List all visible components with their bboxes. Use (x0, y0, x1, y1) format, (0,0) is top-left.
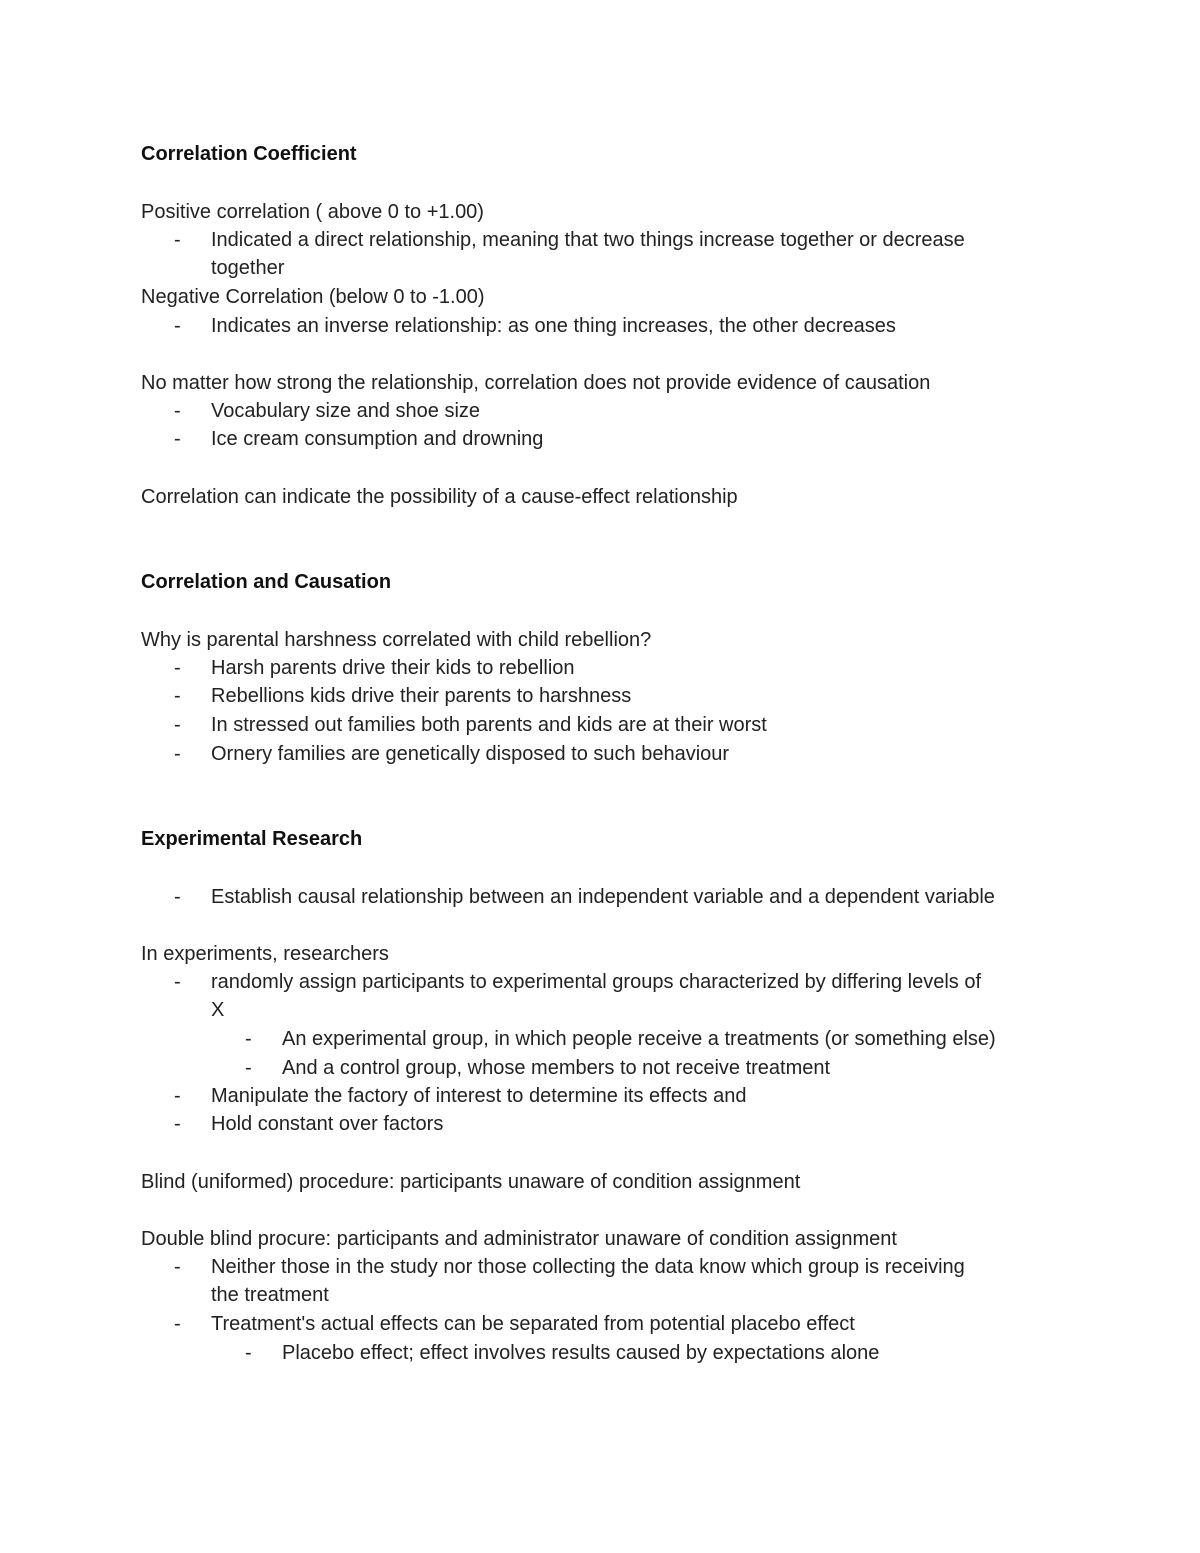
bullet-dash: - (245, 1028, 252, 1050)
bullet-text: Indicated a direct relationship, meaning that two things increase together or decrease (211, 229, 965, 251)
bullet-dash: - (174, 971, 181, 993)
bullet-text: An experimental group, in which people receive a treatments (or something else) (282, 1028, 996, 1050)
question-line: Why is parental harshness correlated with child rebellion? (141, 629, 652, 651)
bullet-dash: - (245, 1057, 252, 1079)
bullet-dash: - (245, 1342, 252, 1364)
possibility-line: Correlation can indicate the possibility of a cause-effect relationship (141, 486, 738, 508)
heading-correlation-coefficient: Correlation Coefficient (141, 143, 357, 165)
bullet-dash: - (174, 428, 181, 450)
bullet-text: the treatment (211, 1284, 329, 1306)
bullet-dash: - (174, 657, 181, 679)
bullet-text: Rebellions kids drive their parents to harshness (211, 685, 632, 707)
blind-procedure-line: Blind (uniformed) procedure: participants unaware of condition assignment (141, 1171, 801, 1193)
bullet-text: Indicates an inverse relationship: as one thing increases, the other decreases (211, 315, 896, 337)
bullet-text: X (211, 999, 225, 1021)
bullet-dash: - (174, 400, 181, 422)
positive-correlation-line: Positive correlation ( above 0 to +1.00) (141, 201, 484, 223)
bullet-dash: - (174, 886, 181, 908)
bullet-dash: - (174, 1256, 181, 1278)
heading-experimental-research: Experimental Research (141, 828, 363, 850)
in-experiments-line: In experiments, researchers (141, 943, 389, 965)
bullet-text: Harsh parents drive their kids to rebellion (211, 657, 575, 679)
bullet-dash: - (174, 1085, 181, 1107)
bullet-text: And a control group, whose members to not receive treatment (282, 1057, 831, 1079)
bullet-text: Vocabulary size and shoe size (211, 400, 481, 422)
bullet-text: Manipulate the factory of interest to determine its effects and (211, 1085, 747, 1107)
heading-correlation-causation: Correlation and Causation (141, 571, 392, 593)
bullet-text: Hold constant over factors (211, 1113, 444, 1135)
double-blind-line: Double blind procure: participants and administrator unaware of condition assignment (141, 1228, 897, 1250)
bullet-text: Neither those in the study nor those collecting the data know which group is receiving (211, 1256, 965, 1278)
bullet-dash: - (174, 1113, 181, 1135)
negative-correlation-line: Negative Correlation (below 0 to -1.00) (141, 286, 485, 308)
bullet-dash: - (174, 743, 181, 765)
bullet-dash: - (174, 685, 181, 707)
bullet-text: In stressed out families both parents and kids are at their worst (211, 714, 767, 736)
bullet-dash: - (174, 229, 181, 251)
bullet-text: together (211, 257, 285, 279)
bullet-dash: - (174, 1313, 181, 1335)
bullet-text: Placebo effect; effect involves results caused by expectations alone (282, 1342, 880, 1364)
bullet-text: Treatment's actual effects can be separated from potential placebo effect (211, 1313, 855, 1335)
bullet-text: randomly assign participants to experimental groups characterized by differing levels of (211, 971, 982, 993)
bullet-text: Establish causal relationship between an independent variable and a dependent variable (211, 886, 995, 908)
bullet-text: Ice cream consumption and drowning (211, 428, 544, 450)
bullet-dash: - (174, 315, 181, 337)
bullet-text: Ornery families are genetically disposed to such behaviour (211, 743, 730, 765)
no-matter-line: No matter how strong the relationship, correlation does not provide evidence of causation (141, 372, 931, 394)
bullet-dash: - (174, 714, 181, 736)
